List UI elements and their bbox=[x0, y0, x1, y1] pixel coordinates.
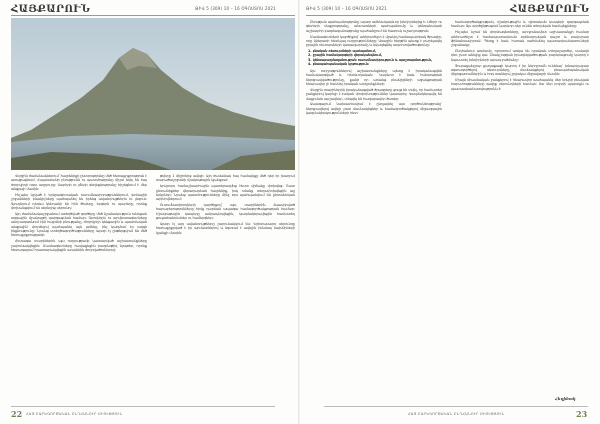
right-column-2 bbox=[451, 20, 589, 390]
paragraph: թվերը 1 միլիոնից ավելի։ Այդ ժամանակ հայ համայնքը մեծ դեր էր խաղում տարածաշրջանի մշակութային կյանքում։ bbox=[156, 174, 295, 183]
paragraph: Վերջին ժամանակներում՝ հայրենիքի ընտրությունը մեծ հետաքրքրություն է առաջացնում։ Հայաստանի բնությունն ու պատմությունը միշտ եղել են հայ ժողովրդի ոգու աղբյուրը։ Սարերի ու լճերի գեղեցկությունը հիշեցնում է մեր անցյալի մասին։ bbox=[11, 174, 147, 192]
paragraph: Այս ուղղություններով աշխատանքները պետք է իրականացվեն համակարգված և հետևողական։ Կարևոր է նաև հանրության ներգրավվածությունը, քանի որ առանց բնակիչների աջակցության հնարավոր չէ հասնել իրական արդյունքների։ bbox=[306, 68, 442, 86]
numbered-list bbox=[308, 49, 442, 67]
list-item: 2. ջրային համակարգերի վերականգնում, bbox=[308, 53, 383, 58]
paragraph: Ուսումնասիրողների կարծիքով՝ այդ տարիներին ձևավորված հարաբերությունները հիմք դարձան ապագա համագործակցության համար։ Մշակութային կապերը ամրապնդվեցին, կազմակերպվեցին համատեղ ցուցահանդեսներ ու համերգներ։ bbox=[156, 203, 295, 221]
list-item: 4. բնապահպանական կրթություն։ bbox=[308, 62, 370, 67]
footer-rule-right bbox=[324, 406, 588, 407]
paragraph: Ինչպես նշված է երկրագիտական ուսումնասիրություններում, լեռնային շրջանների բնակիչները պահպանել են իրենց ավանդույթներն ու լեզուն։ Գյուղերում դեռևս կենդանի են հին ծեսերը, երգերն ու պարերը, որոնք փոխանցվում են սերնդից սերունդ։ bbox=[11, 192, 147, 210]
paragraph: Միայն միասնական ջանքերով է հնարավոր պահպանել մեր երկրի բնական հարստությունները գալիք սերունդների համար։ Սա մեր բոլորի պարտքն ու պատասխանատվությունն է։ bbox=[451, 78, 589, 91]
list-item: 3. կենսաբազմազանության ուսումնասիրություն և պաշտպանություն, bbox=[308, 57, 433, 62]
lake-mountain-photo bbox=[11, 18, 295, 170]
header-rule-left bbox=[11, 15, 295, 16]
author-signature: Հեղինակ bbox=[555, 396, 576, 401]
footer-rule-left bbox=[11, 406, 275, 407]
header-rule-right bbox=[306, 15, 589, 16]
list-item: 1. բնական ռեսուրսների պահպանում, bbox=[308, 48, 377, 53]
page-number-left: 22 bbox=[11, 409, 23, 419]
left-column-1 bbox=[11, 174, 147, 404]
paragraph: Յուրաքանչյուր քաղաքացի կարող է իր ներդրումն ունենալ՝ խնայողաբար օգտագործելով ռեսուրսները, մասնակցելով բնապահպանական միջոցառումներին և հոգ տանելով շրջակա միջավայրի մասին։ bbox=[451, 63, 589, 77]
paragraph: Ընդհանուր առմամբ, ոլորտում առկա են դրական տեղաշարժեր, սակայն դեռ շատ անելիք կա։ Բնակչության իրազեկվածության բարձրացումը կարող է նպաստել խնդիրների արագ լուծմանը։ bbox=[451, 49, 589, 62]
paragraph: Ինչպես նշում են փորձագետները, արդյունավետ աշխատանքի համար անհրաժեշտ է համապատասխան օրենսդրական դաշտ և բավարար ֆինանսավորում։ Պետք է նաև հստակ սահմանել պատասխանատուների շրջանակը։ bbox=[451, 30, 589, 48]
issue-date-right: ԹԻՎ 5 (309) 10 – 16 ՕԳՈՍՏՈՍ 2021 bbox=[306, 6, 387, 11]
issue-date-left: ԹԻՎ 5 (309) 10 – 16 ՕԳՈՍՏՈՍ 2021 bbox=[195, 6, 276, 11]
left-column-2 bbox=[156, 174, 295, 404]
paragraph: Բնության պահպանությունը այսօր ամենակարևոր խնդիրներից է։ Լճերի ու գետերի մաքրությունը, անտառների պահպանումը և կենդանական աշխարհի բազմազանությունը պահանջում են հատուկ ուշադրություն։ bbox=[306, 20, 442, 33]
right-page bbox=[300, 0, 600, 424]
masthead-right: ՀԱՅՔԱՐՈՒՆ bbox=[510, 4, 590, 15]
paragraph: Հետագա տարիներին այս ուղղությամբ կատարված աշխատանքները շարունակվեցին։ Մասնագետները հավաքեցին բազմաթիվ նյութեր, որոնք հետագայում հրատարակվեցին առանձին ժողովածուներով։ bbox=[11, 239, 147, 252]
landscape-image bbox=[11, 18, 295, 170]
page-number-right: 23 bbox=[576, 409, 588, 419]
right-column-1 bbox=[306, 20, 442, 404]
masthead-left: ՀԱՅՔԱՐՈՒՆ bbox=[11, 4, 91, 15]
paragraph: Մասնագետների կարծիքով՝ անհրաժեշտ է մշակել համապարփակ ծրագիր, որը կներառի հետևյալ ուղղությունները։ Առաջին հերթին պետք է բարելավել ջրային ռեսուրսների կառավարումը և նվազեցնել աղտոտվածությունը։ bbox=[306, 34, 442, 48]
footer-text-right: ՀԱՅ ԲԱՐԵԳՈՐԾԱԿԱՆ ԸՆԴՀԱՆՈՒՐ ՄԻՈՒԹՅՈՒՆ bbox=[408, 412, 505, 416]
paragraph: Վերջին տարիներին իրականացված ծրագրերը ցույց են տվել, որ համատեղ ջանքերով կարելի է էական փոփոխություններ կատարել։ Կազմակերպվել են մաքրման արշավներ, տնկվել են հազարավոր ծառեր։ bbox=[306, 87, 442, 101]
paragraph: համագործակցության, մշակութային և գիտական կապերի զարգացման համար։ Այս գործընթացում կարևոր դեր ունեն տեղական համայնքները։ bbox=[451, 20, 589, 29]
footer-text-left: ՀԱՅ ԲԱՐԵԳՈՐԾԱԿԱՆ ԸՆԴՀԱՆՈՒՐ ՄԻՈՒԹՅՈՒՆ bbox=[26, 412, 123, 416]
paragraph: Ապագայում նախատեսվում է ընդլայնել այս գործունեությունը՝ ներգրավելով ավելի շատ մասնակիցներ և համագործակցելով միջազգային կազմակերպությունների հետ։ bbox=[306, 102, 442, 116]
paragraph: Երկրորդ համաշխարհային պատերազմից հետո վիճակը փոխվեց։ Շատ ընտանիքներ վերադարձան հայրենիք, իսկ ոմանք տեղափոխվեցին այլ երկրներ։ Նրանց պատմությունները մինչ օրս պահպանվում են ընտանեկան արխիվներում։ bbox=[156, 184, 295, 202]
paragraph: Այսօր էլ այդ ավանդույթները շարունակվում են։ Երիտասարդ սերունդը հետաքրքրված է իր արմատներով և ձգտում է ավելին իմանալ նախնիների կյանքի մասին։ bbox=[156, 221, 295, 235]
paragraph: Այդ ժամանակաշրջանում ստեղծված գործերը մեծ նշանակություն ունեցան ազգային մշակույթի զարգացման համար։ Գրողներն ու արվեստագետները անդրադառնում էին հայրենի բնությանը, ժողովրդի կենցաղին և պատմական անցյալին՝ փորձելով պահպանել այն ամենը, ինչ կազմում էր ազգի ինքնությունը։ Նրանց ստեղծագործությունները այսօր էլ ընթերցվում են մեծ հետաքրքրությամբ։ bbox=[11, 211, 147, 238]
